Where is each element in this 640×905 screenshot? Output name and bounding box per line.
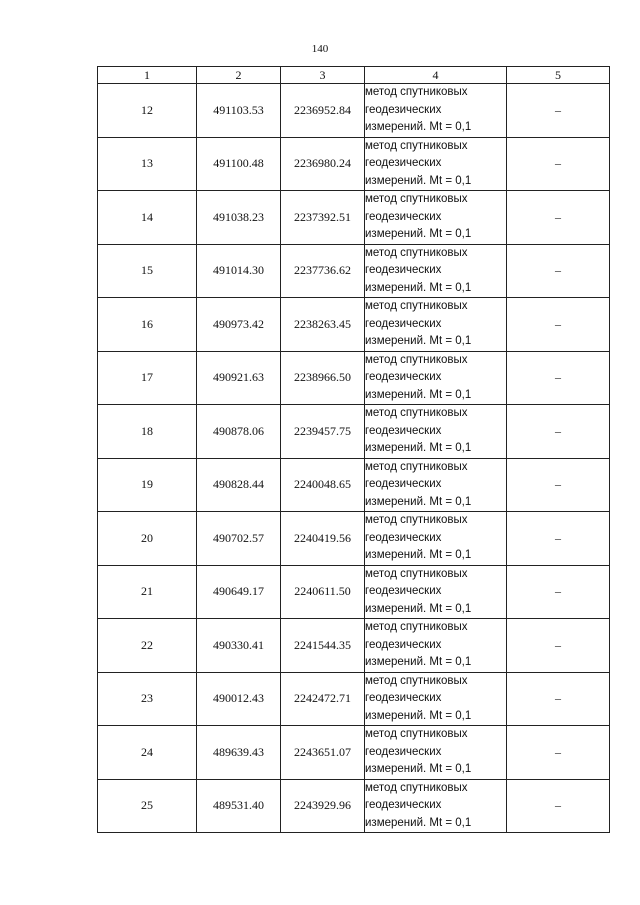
method-line: измерений. Mt = 0,1 [365, 281, 472, 294]
method-line: измерений. Mt = 0,1 [365, 816, 472, 829]
method-cell [365, 672, 507, 726]
method-cell [365, 298, 507, 352]
column-5-cell: – [507, 726, 610, 780]
method-line: метод спутниковых [365, 514, 468, 526]
y-coordinate-cell: 2243651.07 [281, 726, 365, 780]
method-line: геодезических [365, 210, 442, 223]
point-number-cell: 15 [98, 244, 197, 298]
method-line: метод спутниковых [365, 567, 468, 580]
method-line: геодезических [365, 585, 442, 597]
method-cell [365, 565, 507, 619]
column-5-cell: – [507, 779, 610, 833]
method-line: измерений. Mt = 0,1 [365, 709, 472, 722]
method-line: геодезических [365, 745, 442, 758]
method-line: метод спутниковых [365, 139, 468, 152]
x-coordinate-cell: 490649.17 [197, 565, 281, 619]
y-coordinate-cell: 2236952.84 [281, 84, 365, 138]
method-cell [365, 191, 507, 245]
method-line: метод спутниковых [365, 674, 468, 687]
x-coordinate-cell: 489531.40 [197, 779, 281, 833]
x-coordinate-cell: 490330.41 [197, 619, 281, 673]
x-coordinate-cell: 489639.43 [197, 726, 281, 780]
x-coordinate-cell: 490828.44 [197, 458, 281, 512]
x-coordinate-cell: 491103.53 [197, 84, 281, 138]
coordinates-table-body [98, 67, 610, 833]
column-5-cell: – [507, 298, 610, 352]
method-line: геодезических [365, 103, 442, 116]
method-cell [365, 779, 507, 833]
method-line: метод спутниковых [365, 246, 468, 259]
table-row [98, 726, 610, 780]
point-number-cell: 19 [98, 458, 197, 512]
x-coordinate-cell: 491038.23 [197, 191, 281, 245]
point-number-cell: 24 [98, 726, 197, 780]
method-line: измерений. Mt = 0,1 [365, 763, 472, 775]
point-number-cell: 18 [98, 405, 197, 459]
table-row [98, 351, 610, 405]
x-coordinate-cell: 491100.48 [197, 137, 281, 191]
y-coordinate-cell: 2237392.51 [281, 191, 365, 245]
method-line: метод спутниковых [365, 407, 468, 419]
method-cell [365, 137, 507, 191]
column-header-4: 4 [365, 67, 507, 84]
method-line: геодезических [365, 531, 442, 544]
column-5-cell: – [507, 512, 610, 566]
y-coordinate-cell: 2237736.62 [281, 244, 365, 298]
point-number-cell: 16 [98, 298, 197, 352]
table-row [98, 244, 610, 298]
method-cell [365, 84, 507, 138]
method-cell [365, 458, 507, 512]
method-line: геодезических [365, 264, 442, 276]
column-header-5: 5 [507, 67, 610, 84]
method-line: геодезических [365, 638, 442, 651]
table-row [98, 619, 610, 673]
table-row [98, 137, 610, 191]
y-coordinate-cell: 2242472.71 [281, 672, 365, 726]
column-5-cell: – [507, 84, 610, 138]
column-5-cell: – [507, 244, 610, 298]
method-line: измерений. Mt = 0,1 [365, 228, 472, 240]
method-line: метод спутниковых [365, 621, 468, 633]
method-cell [365, 351, 507, 405]
page-number: 140 [311, 43, 329, 55]
column-header-2: 2 [197, 67, 281, 84]
method-line: метод спутниковых [365, 300, 468, 312]
method-line: измерений. Mt = 0,1 [365, 656, 472, 668]
method-line: геодезических [365, 478, 442, 490]
method-line: метод спутниковых [365, 781, 468, 794]
column-header-1: 1 [98, 67, 197, 84]
method-line: метод спутниковых [365, 728, 468, 740]
y-coordinate-cell: 2236980.24 [281, 137, 365, 191]
column-header-3: 3 [281, 67, 365, 84]
table-row [98, 298, 610, 352]
x-coordinate-cell: 490921.63 [197, 351, 281, 405]
x-coordinate-cell: 490702.57 [197, 512, 281, 566]
table-row [98, 565, 610, 619]
point-number-cell: 17 [98, 351, 197, 405]
y-coordinate-cell: 2240048.65 [281, 458, 365, 512]
method-line: метод спутниковых [365, 193, 468, 205]
table-row [98, 458, 610, 512]
method-cell [365, 244, 507, 298]
coordinates-table [97, 66, 610, 833]
point-number-cell: 25 [98, 779, 197, 833]
method-cell [365, 405, 507, 459]
method-line: геодезических [365, 424, 442, 437]
method-line: измерений. Mt = 0,1 [365, 442, 472, 454]
point-number-cell: 12 [98, 84, 197, 138]
method-line: измерений. Mt = 0,1 [365, 388, 472, 401]
method-line: измерений. Mt = 0,1 [365, 335, 472, 347]
table-row [98, 512, 610, 566]
point-number-cell: 13 [98, 137, 197, 191]
table-row [98, 84, 610, 138]
method-line: геодезических [365, 692, 442, 704]
method-line: измерений. Mt = 0,1 [365, 495, 472, 508]
method-line: метод спутниковых [365, 353, 468, 366]
x-coordinate-cell: 490012.43 [197, 672, 281, 726]
table-row [98, 779, 610, 833]
x-coordinate-cell: 491014.30 [197, 244, 281, 298]
point-number-cell: 14 [98, 191, 197, 245]
column-5-cell: – [507, 458, 610, 512]
column-5-cell: – [507, 191, 610, 245]
method-line: геодезических [365, 371, 442, 383]
y-coordinate-cell: 2239457.75 [281, 405, 365, 459]
point-number-cell: 23 [98, 672, 197, 726]
method-line: измерений. Mt = 0,1 [365, 174, 472, 187]
y-coordinate-cell: 2238263.45 [281, 298, 365, 352]
table-header-row [98, 67, 610, 84]
method-line: геодезических [365, 799, 442, 811]
method-line: измерений. Mt = 0,1 [365, 602, 472, 615]
method-cell [365, 619, 507, 673]
point-number-cell: 20 [98, 512, 197, 566]
method-line: метод спутниковых [365, 86, 468, 98]
method-cell [365, 726, 507, 780]
y-coordinate-cell: 2238966.50 [281, 351, 365, 405]
point-number-cell: 22 [98, 619, 197, 673]
x-coordinate-cell: 490973.42 [197, 298, 281, 352]
column-5-cell: – [507, 672, 610, 726]
method-line: геодезических [365, 317, 442, 330]
y-coordinate-cell: 2243929.96 [281, 779, 365, 833]
x-coordinate-cell: 490878.06 [197, 405, 281, 459]
point-number-cell: 21 [98, 565, 197, 619]
column-5-cell: – [507, 351, 610, 405]
table-row [98, 191, 610, 245]
method-line: геодезических [365, 157, 442, 169]
column-5-cell: – [507, 565, 610, 619]
method-cell [365, 512, 507, 566]
column-5-cell: – [507, 137, 610, 191]
y-coordinate-cell: 2241544.35 [281, 619, 365, 673]
y-coordinate-cell: 2240611.50 [281, 565, 365, 619]
column-5-cell: – [507, 405, 610, 459]
table-row [98, 405, 610, 459]
y-coordinate-cell: 2240419.56 [281, 512, 365, 566]
method-line: метод спутниковых [365, 460, 468, 473]
method-line: измерений. Mt = 0,1 [365, 549, 472, 561]
column-5-cell: – [507, 619, 610, 673]
table-row [98, 672, 610, 726]
method-line: измерений. Mt = 0,1 [365, 121, 472, 133]
